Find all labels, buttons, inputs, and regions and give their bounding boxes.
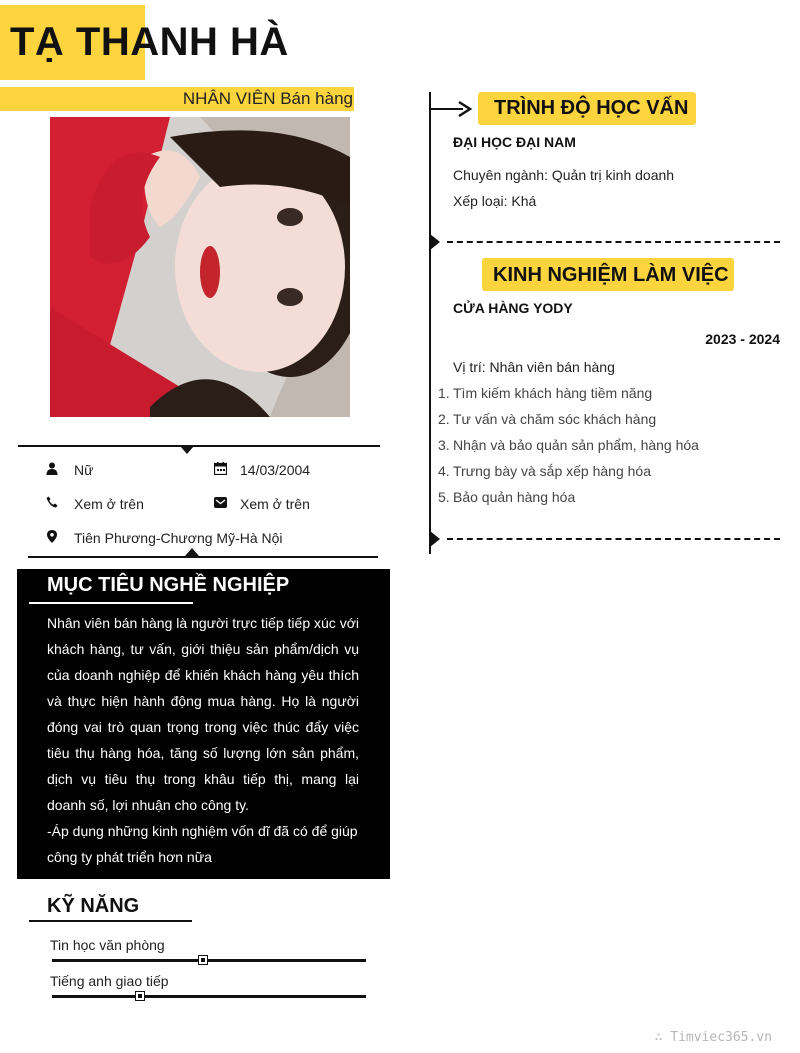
divider-notch (185, 548, 199, 556)
timeline-line (429, 92, 431, 554)
education-title: TRÌNH ĐỘ HỌC VẤN (494, 97, 689, 119)
school-major: Chuyên ngành: Quản trị kinh doanh (453, 167, 675, 183)
skill-label: Tiếng anh giao tiếp (50, 973, 169, 989)
objective-text (47, 610, 359, 870)
divider-notch (180, 446, 194, 454)
task-item: 3. Nhận và bảo quản sản phẩm, hàng hóa (438, 437, 699, 453)
skill-level-knob[interactable] (198, 955, 208, 965)
gender-value: Nữ (74, 462, 94, 478)
candidate-name: TẠ THANH HÀ (10, 20, 289, 64)
info-top-divider (18, 445, 380, 447)
map-pin-icon (45, 529, 59, 543)
skill-label: Tin học văn phòng (50, 937, 165, 953)
user-icon (45, 461, 59, 475)
school-grade: Xếp loại: Khá (453, 193, 537, 209)
task-list (438, 385, 699, 515)
experience-title: KINH NGHIỆM LÀM VIỆC (493, 264, 729, 286)
company-name: CỬA HÀNG YODY (453, 300, 573, 316)
profile-photo (50, 117, 350, 417)
phone-icon (45, 495, 59, 509)
work-period: 2023 - 2024 (705, 331, 780, 347)
objective-title: MỤC TIÊU NGHỀ NGHIỆP (47, 574, 290, 596)
objective-paragraph: Nhân viên bán hàng là người trực tiếp tiếp xúc với khách hàng, tư vấn, giới thiệu sản phẩm/dịch vụ của doanh nghiệp để khiến khách hàng yêu thích và thực hiện hành động mua hàng. Họ là người đóng vai trò quan trọng trong việc thúc đẩy việc tiêu thụ hàng hóa, tăng số lượng lớn sản phẩm, dịch vụ tiêu thụ trong khâu tiếp thị, mang lại doanh số, lợi nhuận cho công ty. (47, 615, 359, 813)
skill-bar (52, 995, 366, 998)
job-role: Vị trí: Nhân viên bán hàng (453, 359, 615, 375)
job-position: NHÂN VIÊN Bán hàng (182, 89, 353, 108)
email-value[interactable]: Xem ở trên (240, 496, 310, 512)
skill-level-knob[interactable] (135, 991, 145, 1001)
info-bottom-divider (28, 556, 378, 558)
birthday-value: 14/03/2004 (240, 462, 311, 478)
section-divider (447, 538, 780, 540)
task-item: 4. Trưng bày và sắp xếp hàng hóa (438, 463, 651, 479)
objective-paragraph-2: -Áp dụng những kinh nghiệm vốn dĩ đã có để giúp công ty phát triển hơn nữa (47, 823, 358, 865)
watermark: ∴ Timviec365.vn (654, 1030, 772, 1045)
phone-value[interactable]: Xem ở trên (74, 496, 144, 512)
section-divider (447, 241, 780, 243)
task-item: 5. Bảo quản hàng hóa (438, 489, 576, 505)
objective-underline (29, 602, 193, 604)
skills-title: KỸ NĂNG (47, 895, 140, 917)
calendar-icon (213, 461, 227, 475)
skill-bar (52, 959, 366, 962)
skills-underline (29, 920, 192, 922)
timeline-arrow-icon (430, 99, 475, 119)
timeline-marker (430, 531, 440, 547)
task-item: 1. Tìm kiếm khách hàng tiềm năng (438, 385, 653, 401)
task-item: 2. Tư vấn và chăm sóc khách hàng (438, 411, 657, 427)
address-value: Tiên Phương-Chương Mỹ-Hà Nội (74, 530, 283, 546)
timeline-marker (430, 234, 440, 250)
school-name: ĐẠI HỌC ĐẠI NAM (453, 134, 576, 150)
envelope-icon (213, 495, 227, 509)
